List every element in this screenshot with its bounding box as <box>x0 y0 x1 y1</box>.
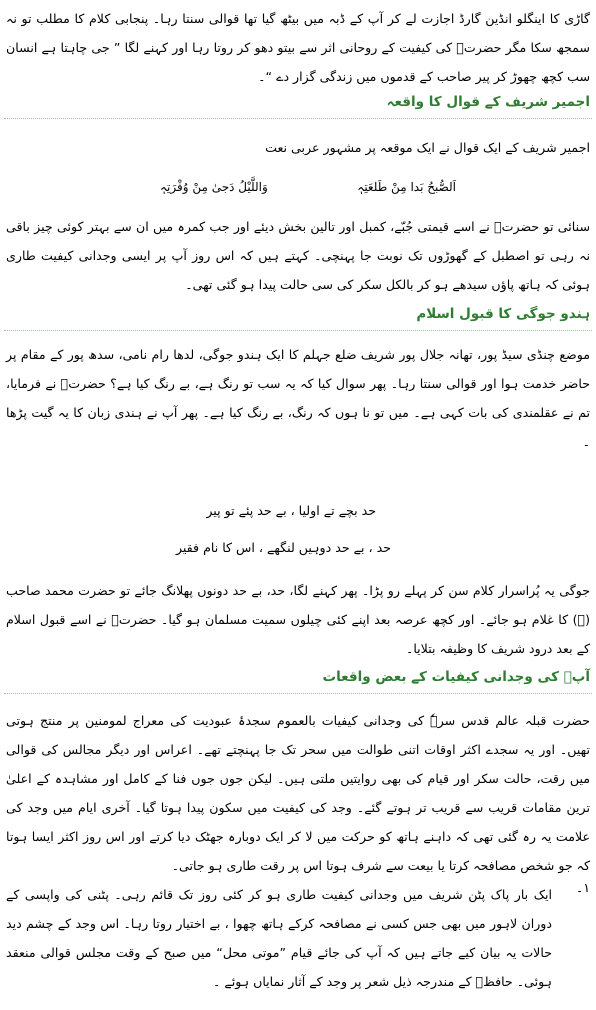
paragraph-jogi-conversion: جوگی یہ پُراسرار کلام سن کر پہلے رو پڑا۔ پھر کہنے لگا، حد، بے حد دونوں پھلانگ جائے تو حضرت محمد صاحب (ﷺ) کا غلام ہو جائے۔ اور کچھ عرصہ بعد اپنے کئی چیلوں سمیت مسلمان ہو گیا۔ حضرتؒ نے اسے قبول اسلام کے بعد درود شریف کا وظیفہ بتلایا۔ <box>6 583 590 656</box>
heading-hindu-jogi: ہندو جوگی کا قبول اسلام <box>416 306 590 322</box>
paragraph-train-guard: گاڑی کا اینگلو انڈین گارڈ اجازت لے کر آپ کے ڈبہ میں بیٹھ گیا تھا قوالی سنتا رہا۔ پنجابی کلام کا مطلب تو نہ سمجھ سکا مگر حضرتؒ کی کیفیت کے روحانی اثر سے بیتو دھو کر روتا رہا اور کہنے لگا ” جی چاہتا ہے انسان سب کچھ چھوڑ کر پیر صاحب کے قدموں میں زندگی گزار دے “۔ <box>6 11 590 84</box>
poem-line-2: حد ، بے حد دوہیں لنگھے ، اس کا نام فقیر <box>175 540 391 555</box>
paragraph-wajd-description: حضرت قبلہ عالم قدس سرہٗ کی وجدانی کیفیات بالعموم سجدۂ عبودیت کی معراج لمومنین پر منتج ہوتی تھیں۔ اور یہ سجدے اکثر اوقات اتنی طوالت میں سحر تک جا پہنچتے تھے۔ اعراس اور دیگر مجالس کی قوالی میں رقت، حالت سکر اور قیام کی بھی روایتیں ملتی ہیں۔ لیکن جوں جوں فنا کے کامل اور مشاہدہ کے اعلیٰ ترین مقامات قریب سے قریب تر ہوتے گئے۔ وجد کی کیفیت میں سکون پیدا ہوتا گیا۔ آخری ایام میں وجد کی علامت یہ رہ گئی تھی کہ داہنے ہاتھ کو حرکت میں لا کر ایک دوبارہ جھٹک دیا کرتے اور اس روز اکثر ایسا ہوتا کہ جو شخص مصافحہ کرتا یا بیعت سے شرف ہوتا اس پر رقت طاری ہو جاتی۔ <box>6 713 590 873</box>
arabic-verse-right: اَلصُّبحُ بَدا مِنْ طَلعَتِہٖ <box>357 180 456 194</box>
list-number: ۱۔ <box>575 880 590 895</box>
heading-divider <box>4 693 592 694</box>
heading-wajdani-kaifiyat: آپؒ کی وجدانی کیفیات کے بعض واقعات <box>322 669 590 685</box>
arabic-verse-left: وَاللَّیْلُ دَجیٰ مِنْ وُفْرَتِہٖ <box>160 180 268 194</box>
heading-divider <box>4 330 592 331</box>
heading-divider <box>4 118 592 119</box>
poem-line-1: حد بچے تے اولیا ، بے حد پئے تو پیر <box>206 503 376 518</box>
paragraph-ajmer-gifts: سنائی تو حضرتؒ نے اسے قیمتی جُبّے، کمبل اور تالین بخش دیئے اور جب کمرہ میں ان سے بہتر کوئی چیز باقی نہ رہی تو اصطبل کے گھوڑوں تک نوبت جا پہنچی۔ کہتے ہیں کہ اس روز آپ پر ایسی وجدانی کیفیت طاری ہوئی کہ ہاتھ پاؤں سیدھے ہو کر بالکل سکر کی سی حالت پیدا ہو گئی تھی۔ <box>6 219 590 292</box>
list-item-pakpattan: ایک بار پاک پٹن شریف میں وجدانی کیفیت طاری ہو کر کئی روز تک قائم رہی۔ پٹنی کی واپسی کے دوران لاہور میں بھی جس کسی نے مصافحہ کرکے ہاتھ چھوا ، بے اختیار روتا رہا۔ اس وجد کے چشم دید حالات یہ بیان کیے جاتے ہیں کہ آپ کی جائے قیام ”موتی محل“ میں صبح کے وقت مجلس قوالی منعقد ہوئی۔ حافظؒ کے مندرجہ ذیل شعر پر وجد کے آثار نمایاں ہوئے ۔ <box>6 887 552 989</box>
paragraph-ajmer-intro: اجمیر شریف کے ایک قوال نے ایک موقعہ پر مشہور عربی نعت <box>265 140 590 155</box>
paragraph-jogi-question: موضع چنڈی سیڈ پور، تھانہ جلال پور شریف ضلع جہلم کا ایک ہندو جوگی، لدھا رام نامی، سدھ پور کے مقام پر حاضر خدمت ہوا اور قوالی سنتا رہا۔ پھر سوال کیا کہ یہ سب تو رنگ ہے، بے رنگ کیا ہے؟ حضرتؒ نے فرمایا، تم نے عقلمندی کی بات کہی ہے۔ میں تو نا ہوں کہ رنگ، بے رنگ کیا ہے۔ پھر آپ نے ہندی زبان کا یہ گیت پڑھا ۔ <box>6 347 590 449</box>
heading-ajmer-qawwal: اجمیر شریف کے قوال کا واقعہ <box>386 94 590 110</box>
